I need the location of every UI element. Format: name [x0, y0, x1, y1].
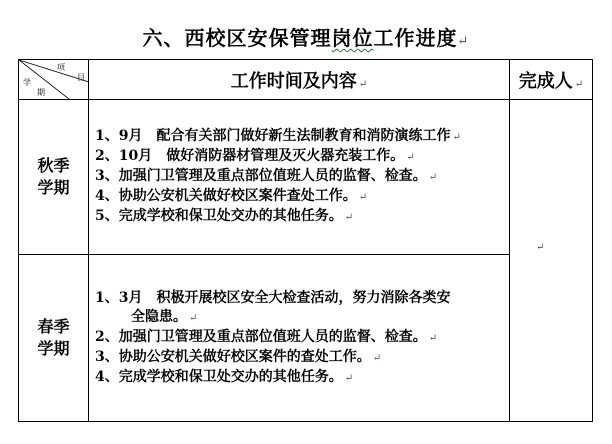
task-text: 1、3月 积极开展校区安全大检查活动，努力消除各类安	[95, 289, 451, 306]
semester-autumn	[19, 100, 89, 255]
task-text: 1、9月 配合有关部门做好新生法制教育和消防演练工作	[95, 128, 451, 144]
paragraph-mark: ↵	[372, 352, 382, 364]
paragraph-mark: ↵	[358, 78, 368, 90]
task-text: 2、加强门卫管理及重点部位值班人员的监督、检查。	[95, 328, 427, 345]
progress-table	[18, 59, 593, 422]
task-text: 3、加强门卫管理及重点部位值班人员的监督、检查。	[95, 168, 427, 184]
table-row-autumn	[19, 100, 593, 255]
diag-label-xue: 学	[23, 78, 31, 87]
list-item	[95, 348, 509, 368]
paragraph-mark: ↵	[452, 132, 461, 143]
table-row-spring	[19, 255, 593, 422]
task-text: 全隐患。	[131, 308, 187, 325]
semester-spring	[19, 255, 89, 422]
paragraph-mark: ↵	[574, 78, 584, 90]
diag-label-mu: 目	[77, 73, 85, 82]
diag-label-qi: 期	[37, 88, 45, 97]
list-item	[95, 187, 509, 207]
list-item	[95, 368, 509, 388]
diag-label-item: 项	[57, 63, 65, 72]
title-underlined-word: 岗位	[331, 26, 374, 50]
list-item	[95, 328, 509, 348]
task-text: 4、协助公安机关做好校区案件查处工作。	[95, 188, 357, 204]
paragraph-mark: ↵	[358, 192, 368, 203]
tasks-spring	[89, 255, 510, 422]
paragraph-mark: ↵	[457, 34, 470, 49]
paragraph-mark: ↵	[406, 152, 415, 163]
semester-line: 秋季	[37, 156, 70, 175]
completed-by-cell	[510, 100, 593, 422]
list-item	[95, 167, 509, 187]
list-item-continuation	[95, 308, 509, 328]
header-row	[19, 60, 593, 100]
paragraph-mark: ↵	[189, 312, 198, 324]
semester-line: 春季	[37, 317, 70, 336]
tasks-autumn	[89, 100, 510, 255]
task-text: 3、协助公安机关做好校区案件的查处工作。	[95, 348, 371, 365]
paragraph-mark: ↵	[428, 172, 438, 183]
paragraph-mark: ↵	[536, 242, 545, 253]
task-text: 2、10月 做好消防器材管理及灭火器充装工作。	[95, 148, 405, 164]
header-work-content	[89, 60, 510, 100]
task-text: 4、完成学校和保卫处交办的其他任务。	[95, 368, 343, 385]
paragraph-mark: ↵	[344, 372, 354, 384]
paragraph-mark: ↵	[428, 332, 438, 344]
list-item	[95, 147, 509, 167]
list-item	[95, 289, 509, 308]
semester-line: 学期	[37, 178, 70, 197]
title-rest: 工作进度	[373, 26, 458, 50]
semester-line: 学期	[37, 339, 70, 358]
document-title	[0, 22, 612, 51]
header-completed-by-text: 完成人	[518, 70, 573, 92]
header-completed-by	[510, 60, 593, 100]
task-text: 5、完成学校和保卫处交办的其他任务。	[95, 208, 343, 224]
diagonal-header-cell	[19, 60, 89, 100]
paragraph-mark: ↵	[344, 212, 354, 223]
title-text: 六、西校区安保管理	[142, 26, 332, 50]
list-item	[95, 207, 509, 227]
header-work-content-text: 工作时间及内容	[230, 70, 357, 92]
list-item	[95, 127, 509, 147]
